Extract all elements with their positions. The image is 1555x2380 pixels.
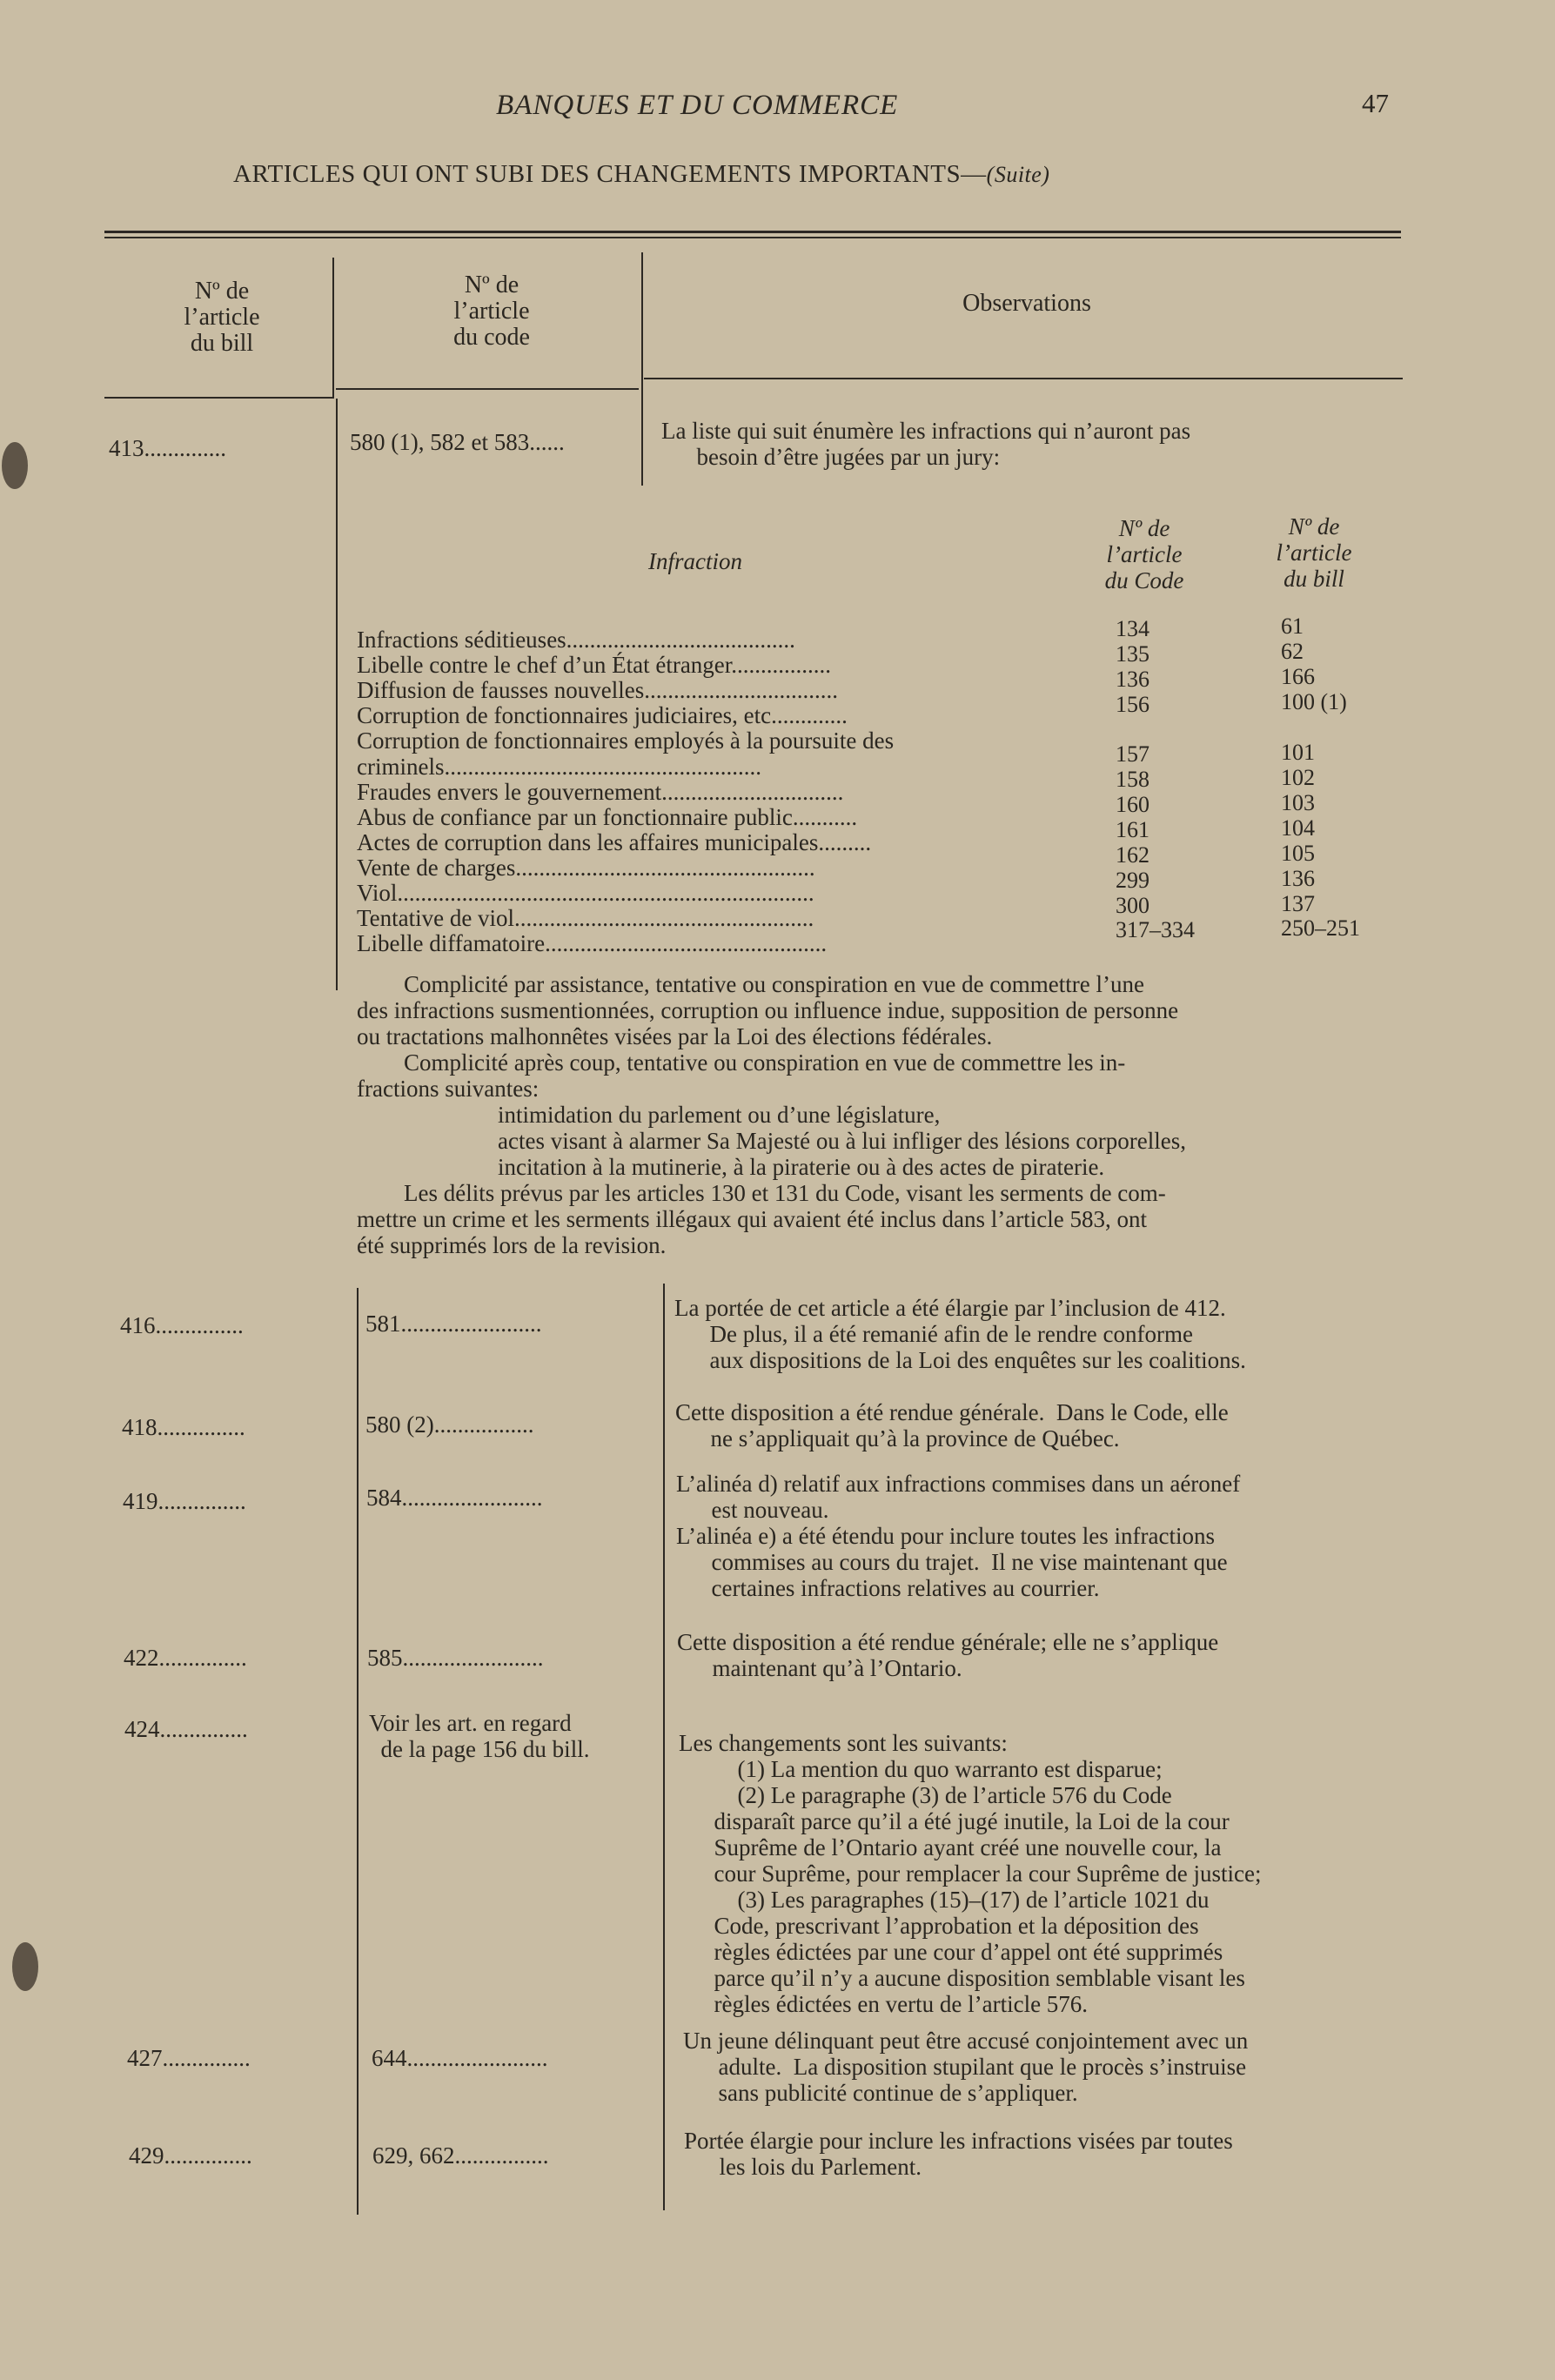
punch-hole-mark	[12, 1942, 38, 1991]
table-top-rule-2	[104, 237, 1401, 238]
column-divider-1b	[336, 399, 338, 990]
infraction-bill: 104	[1281, 815, 1315, 841]
entry-416-bill: 416...............	[120, 1312, 244, 1338]
infraction-bill: 105	[1281, 841, 1315, 866]
infraction-code: 158	[1116, 767, 1149, 792]
entry-424-code: Voir les art. en regard de la page 156 du bill.	[369, 1710, 590, 1762]
complicity-paragraphs: Complicité par assistance, tentative ou conspiration en vue de commettre l’une des infractions susmentionnées, corruption ou influence indue, supposition de personne ou tractations malhonnêtes visées par la Loi des élections fédérales. Complicité après coup, tentative ou conspiration en vue de commettre les in- fractions suivantes: intimidation du parlement ou d’une législature, actes visant à alarmer Sa Majesté ou à lui infliger des lésions corporelles, incitation à la mutinerie, à la piraterie ou à des actes de piraterie. Les délits prévus par les articles 130 et 131 du Code, visant les serments de com- mettre un crime et les serments illégaux qui avaient été inclus dans l’article 583, ont été supprimés lors de la revision.	[357, 971, 1186, 1258]
entry-419-code: 584........................	[366, 1485, 543, 1511]
infraction-bill: 101	[1281, 740, 1315, 765]
entry-422-bill: 422...............	[124, 1645, 247, 1671]
infraction-bill: 62	[1281, 639, 1304, 664]
entry-418-bill: 418...............	[122, 1414, 245, 1440]
entry-429-bill: 429...............	[129, 2142, 252, 2169]
infraction-label: Infractions séditieuses.......................................	[357, 627, 795, 653]
header-rule-obs	[644, 378, 1403, 379]
infraction-label: Corruption de fonctionnaires judiciaires, etc.............	[357, 702, 848, 728]
infraction-bill: 166	[1281, 664, 1315, 689]
entry-429-observation: Portée élargie pour inclure les infractions visées par toutes les lois du Parlement.	[684, 2128, 1233, 2180]
infraction-label: Diffusion de fausses nouvelles.................................	[357, 677, 838, 703]
entry-418-code: 580 (2).................	[365, 1411, 534, 1438]
header-code-article: Nº de l’article du code	[453, 272, 530, 351]
infraction-label: criminels......................................................	[357, 754, 761, 780]
entry-429-code: 629, 662................	[372, 2142, 549, 2169]
infraction-code: 136	[1116, 667, 1149, 692]
subtitle-main: ARTICLES QUI ONT SUBI DES CHANGEMENTS IMPORTANTS—	[233, 160, 987, 188]
infraction-code: 317–334	[1116, 917, 1195, 942]
page-number: 47	[1362, 88, 1389, 118]
header-rule-code	[336, 388, 639, 390]
section-subtitle	[233, 160, 1049, 189]
infraction-code-header: Nº de l’article du Code	[1104, 515, 1184, 593]
entry-424-bill: 424...............	[124, 1716, 248, 1742]
column-divider-2	[641, 252, 643, 486]
infraction-code: 300	[1116, 893, 1149, 918]
infraction-code: 299	[1116, 868, 1149, 893]
infraction-label: Libelle diffamatoire................................................	[357, 930, 828, 956]
entry-427-observation: Un jeune délinquant peut être accusé conjointement avec un adulte. La disposition stupilant que le procès s’instruise sans publicité continue de s’appliquer.	[683, 2028, 1249, 2106]
subtitle-suite: (Suite)	[986, 162, 1050, 187]
infraction-label: Tentative de viol...................................................	[357, 905, 814, 931]
infraction-bill: 102	[1281, 765, 1315, 790]
infraction-code: 134	[1116, 616, 1149, 641]
header-observations: Observations	[962, 290, 1091, 317]
entry-427-code: 644........................	[372, 2045, 548, 2071]
infraction-label: Vente de charges...................................................	[357, 855, 815, 881]
entry-424-observation: Les changements sont les suivants: (1) La mention du quo warranto est disparue; (2) Le paragraphe (3) de l’article 576 du Code disparaît parce qu’il a été jugé inutile, la Loi de la cour Suprême de l’Ontario ayant créé une nouvelle cour, la cour Suprême, pour remplacer la cour Suprême de justice; (3) Les paragraphes (15)–(17) de l’article 1021 du Code, prescrivant l’approbation et la déposition des règles édictées par une cour d’appel ont été supprimés parce qu’il n’y a aucune disposition semblable visant les règles édictées en vertu de l’article 576.	[679, 1730, 1262, 2017]
entry-413-bill: 413..............	[109, 435, 226, 461]
infraction-code: 161	[1116, 817, 1149, 842]
header-rule-bill	[104, 397, 332, 399]
infraction-bill: 136	[1281, 866, 1315, 891]
infraction-bill: 250–251	[1281, 915, 1360, 941]
infraction-bill: 137	[1281, 891, 1315, 916]
column-divider-1	[332, 258, 334, 399]
infraction-bill: 100 (1)	[1281, 689, 1347, 714]
infraction-code: 156	[1116, 692, 1149, 717]
infraction-label: Fraudes envers le gouvernement...............................	[357, 779, 844, 805]
entry-416-observation: La portée de cet article a été élargie par l’inclusion de 412. De plus, il a été remanié afin de le rendre conforme aux dispositions de la Loi des enquêtes sur les coalitions.	[674, 1295, 1246, 1373]
table-top-rule	[104, 231, 1401, 233]
infraction-label: Viol.......................................................................	[357, 880, 814, 906]
infraction-label: Abus de confiance par un fonctionnaire public...........	[357, 804, 858, 830]
infraction-code: 162	[1116, 842, 1149, 868]
infraction-bill: 61	[1281, 613, 1304, 639]
infraction-code: 135	[1116, 641, 1149, 667]
infraction-bill: 103	[1281, 790, 1315, 815]
entry-419-observation: L’alinéa d) relatif aux infractions commises dans un aéronef est nouveau. L’alinéa e) a été étendu pour inclure toutes les infractions commises au cours du trajet. Il ne vise maintenant que certaines infractions relatives au courrier.	[676, 1471, 1241, 1601]
infraction-label: Corruption de fonctionnaires employés à la poursuite des	[357, 727, 895, 754]
punch-hole-mark	[2, 442, 28, 489]
infraction-code: 157	[1116, 741, 1149, 767]
infraction-code: 160	[1116, 792, 1149, 817]
entry-418-observation: Cette disposition a été rendue générale. Dans le Code, elle ne s’appliquait qu’à la province de Québec.	[675, 1399, 1229, 1451]
header-bill-article: Nº de l’article du bill	[184, 278, 260, 357]
running-title: BANQUES ET DU COMMERCE	[496, 90, 899, 121]
infraction-label: Actes de corruption dans les affaires municipales.........	[357, 829, 872, 855]
infraction-header: Infraction	[648, 548, 742, 574]
entry-422-code: 585........................	[367, 1645, 544, 1671]
entry-422-observation: Cette disposition a été rendue générale; elle ne s’applique maintenant qu’à l’Ontario.	[677, 1629, 1219, 1681]
infraction-bill-header: Nº de l’article du bill	[1276, 513, 1352, 592]
column-divider-2c	[663, 1284, 665, 2210]
entry-413-observation: La liste qui suit énumère les infractions qui n’auront pas besoin d’être jugées par un jury:	[661, 418, 1191, 470]
entry-419-bill: 419...............	[123, 1488, 246, 1514]
infraction-label: Libelle contre le chef d’un État étranger.................	[357, 652, 832, 678]
entry-416-code: 581........................	[365, 1311, 542, 1337]
entry-427-bill: 427...............	[127, 2045, 251, 2071]
entry-413-code: 580 (1), 582 et 583......	[350, 429, 565, 455]
column-divider-1c	[357, 1288, 359, 2215]
